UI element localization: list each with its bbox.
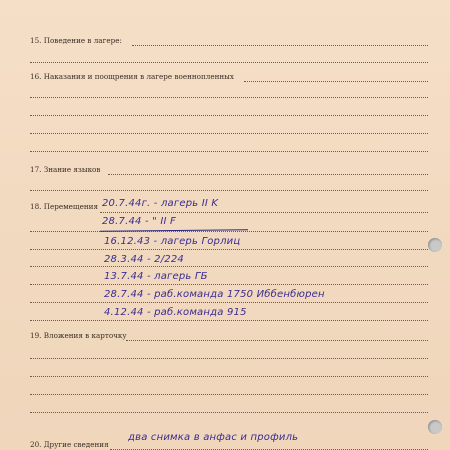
field-16-line-2 xyxy=(30,97,428,98)
field-18-line-4 xyxy=(30,266,428,267)
field-15-line xyxy=(132,45,428,46)
transfer-entry-3: 16.12.43 - лагерь Горлиц xyxy=(104,236,241,247)
punch-hole-bottom xyxy=(428,420,442,434)
field-15-label: 15. Поведение в лагере: xyxy=(30,36,122,45)
transfer-entry-2: 28.7.44 - " II F xyxy=(102,216,176,227)
field-15-line-2 xyxy=(30,62,428,63)
field-17-line xyxy=(108,174,428,175)
punch-hole-top xyxy=(428,238,442,252)
field-17-line-2 xyxy=(30,190,428,191)
field-19-label: 19. Вложения в карточку xyxy=(30,331,127,340)
field-19-line xyxy=(126,340,428,341)
field-19-line-5 xyxy=(30,412,428,413)
field-16-line xyxy=(244,81,428,82)
field-20-label: 20. Другие сведения xyxy=(30,440,109,449)
field-16-label: 16. Наказания и поощрения в лагере военнопленных xyxy=(30,72,234,81)
transfer-entry-5: 13.7.44 - лагерь ГБ xyxy=(104,271,208,282)
transfer-entry-6: 28.7.44 - раб.команда 1750 Иббенбюрен xyxy=(104,289,325,300)
field-18-line-7 xyxy=(30,320,428,321)
field-19-line-2 xyxy=(30,358,428,359)
field-18-line-6 xyxy=(30,302,428,303)
field-16-line-4 xyxy=(30,133,428,134)
field-18-label: 18. Перемещения xyxy=(30,202,98,211)
transfer-entry-4: 28.3.44 - 2/224 xyxy=(104,254,184,265)
field-18-line xyxy=(100,212,428,213)
field-18-line-2 xyxy=(30,231,428,232)
other-info-entry: два снимка в анфас и профиль xyxy=(128,432,299,443)
field-19-line-3 xyxy=(30,376,428,377)
field-17-label: 17. Знание языков xyxy=(30,165,101,174)
field-18-line-5 xyxy=(30,284,428,285)
field-18-line-3 xyxy=(30,249,428,250)
field-16-line-3 xyxy=(30,115,428,116)
transfer-entry-1: 20.7.44г. - лагерь II K xyxy=(102,198,219,209)
transfer-entry-7: 4.12.44 - раб.команда 915 xyxy=(104,307,247,318)
field-19-line-4 xyxy=(30,394,428,395)
field-16-line-5 xyxy=(30,151,428,152)
